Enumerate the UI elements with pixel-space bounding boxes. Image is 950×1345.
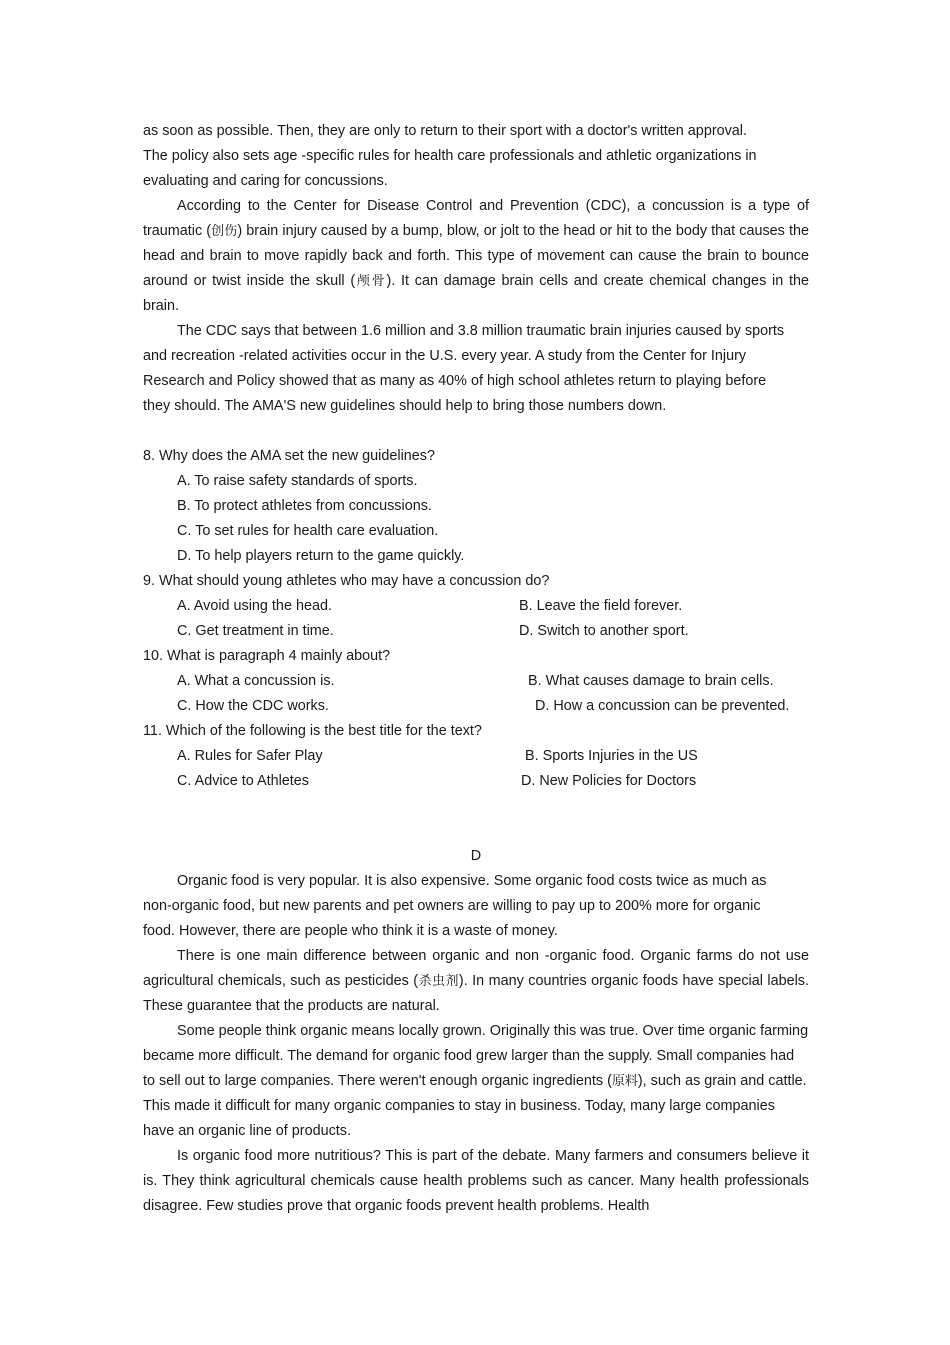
- question-9-option-d: D. Switch to another sport.: [519, 623, 689, 639]
- question-10: [143, 644, 809, 719]
- question-8: [143, 444, 809, 569]
- question-8-option-b: B. To protect athletes from concussions.: [177, 498, 432, 514]
- question-10-option-d: D. How a concussion can be prevented.: [535, 698, 790, 714]
- question-11-option-a: A. Rules for Safer Play: [177, 748, 323, 764]
- question-11-option-c: C. Advice to Athletes: [177, 773, 309, 789]
- question-10-stem: 10. What is paragraph 4 mainly about?: [143, 648, 391, 664]
- passage-d-paragraph-1: Organic food is very popular. It is also expensive. Some organic food costs twice as much as non-organic food, but new parents and pet owners are willing to pay up to 200% more for organic food. However, there are people who think it is a waste of money.: [143, 873, 767, 939]
- question-10-option-a: A. What a concussion is.: [177, 673, 335, 689]
- passage-d-paragraph-4: Is organic food more nutritious? This is part of the debate. Many farmers and consumers believe it is. They think agricultural chemicals cause health problems such as cancer. Many health professionals disagree. Few studies prove that organic foods prevent health problems. Health: [143, 1148, 809, 1214]
- question-9-option-a: A. Avoid using the head.: [177, 598, 332, 614]
- document-page: [143, 119, 809, 1219]
- question-8-option-a: A. To raise safety standards of sports.: [177, 473, 418, 489]
- passage-c-p1-line1: as soon as possible. Then, they are only to return to their sport with a doctor's written approval.: [143, 123, 748, 139]
- question-9-option-b: B. Leave the field forever.: [519, 598, 683, 614]
- question-11-option-b: B. Sports Injuries in the US: [525, 748, 698, 764]
- passage-d-heading: D: [470, 848, 482, 864]
- question-8-stem: 8. Why does the AMA set the new guidelines?: [143, 448, 435, 464]
- question-11: [143, 719, 809, 794]
- question-10-option-b: B. What causes damage to brain cells.: [528, 673, 774, 689]
- question-11-stem: 11. Which of the following is the best title for the text?: [143, 723, 482, 739]
- chinese-gloss-pesticides: 杀虫剂: [418, 974, 459, 989]
- chinese-gloss-ingredients: 原料: [611, 1074, 638, 1089]
- passage-c-paragraph-3: The CDC says that between 1.6 million and 3.8 million traumatic brain injuries caused by sports and recreation -related activities occur in the U.S. every year. A study from the Center for Injury Research and Policy showed that as many as 40% of high school athletes return to playing before they should. The AMA'S new guidelines should help to bring those numbers down.: [143, 323, 785, 414]
- question-8-option-d: D. To help players return to the game quickly.: [177, 548, 465, 564]
- passage-c-p1-rest: The policy also sets age -specific rules for health care professionals and athletic organizations in evaluating and caring for concussions.: [143, 148, 757, 189]
- passage-d-paragraph-3: Some people think organic means locally grown. Originally this was true. Over time organic farming became more difficult. The demand for organic food grew larger than the supply. Small companies had to sell out to large companies. There weren't enough organic ingredients (原料), such as grain and cattle. This made it difficult for many organic companies to stay in business. Today, many large companies have an organic line of products.: [143, 1023, 809, 1139]
- question-9: [143, 569, 809, 644]
- question-9-stem: 9. What should young athletes who may have a concussion do?: [143, 573, 550, 589]
- question-11-option-d: D. New Policies for Doctors: [521, 773, 697, 789]
- chinese-gloss-skull: 颅骨: [355, 274, 387, 289]
- question-9-option-c: C. Get treatment in time.: [177, 623, 334, 639]
- chinese-gloss-traumatic: 创伤: [211, 224, 238, 239]
- passage-d-paragraph-2: There is one main difference between organic and non -organic food. Organic farms do not use agricultural chemicals, such as pesticides (杀虫剂). In many countries organic foods have special labels. These guarantee that the products are natural.: [143, 948, 809, 1014]
- question-10-option-c: C. How the CDC works.: [177, 698, 329, 714]
- passage-c-paragraph-2: According to the Center for Disease Control and Prevention (CDC), a concussion is a type of traumatic (创伤) brain injury caused by a bump, blow, or jolt to the head or hit to the body that causes the head and brain to move rapidly back and forth. This type of movement can cause the brain to bounce around or twist inside the skull (颅骨). It can damage brain cells and create chemical changes in the brain.: [143, 198, 809, 314]
- question-8-option-c: C. To set rules for health care evaluation.: [177, 523, 439, 539]
